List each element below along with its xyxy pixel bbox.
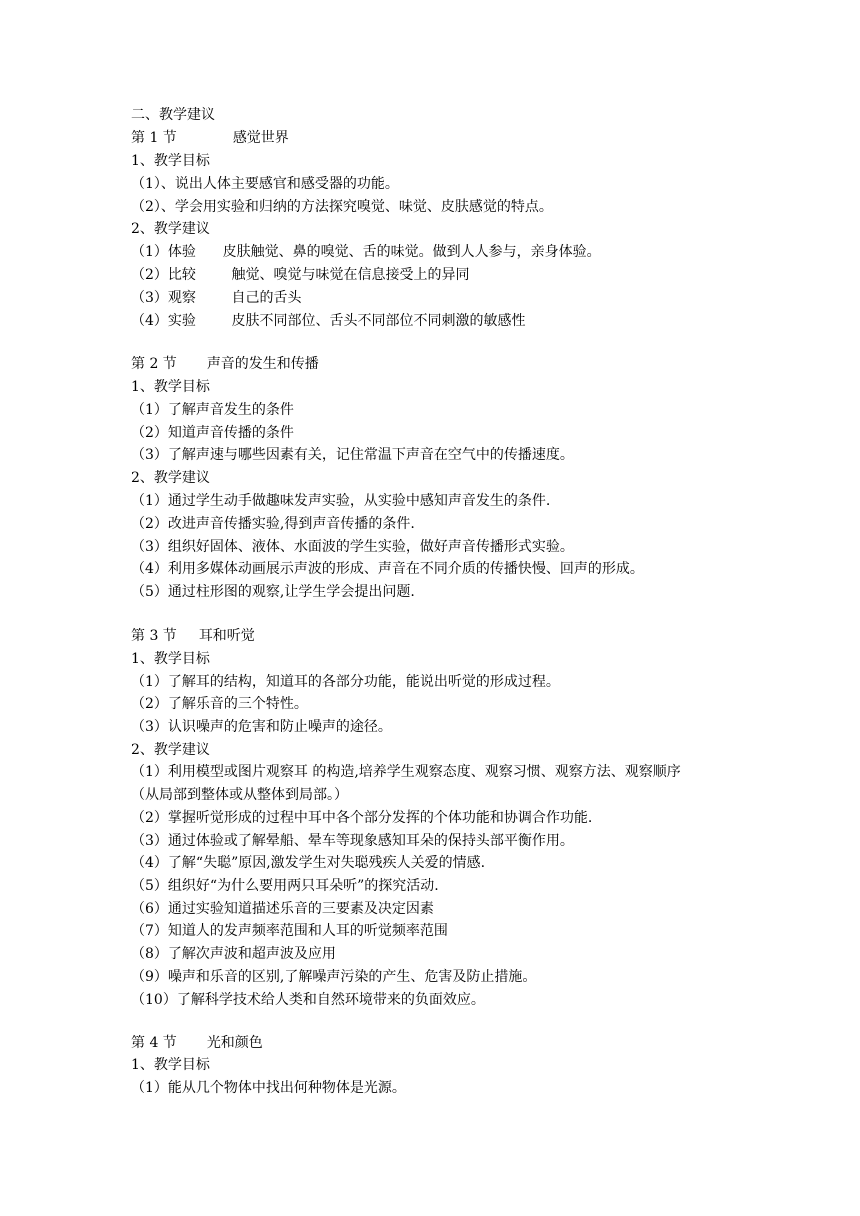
advice-item: （2）比较 触觉、嗅觉与味觉在信息接受上的异同 bbox=[131, 267, 470, 283]
section-name: 光和颜色 bbox=[206, 1035, 263, 1051]
advice-item: （5）组织好“为什么要用两只耳朵听”的探究活动. bbox=[131, 878, 439, 894]
section-number: 第 4 节 bbox=[131, 1035, 177, 1051]
goal-item: （1）了解声音发生的条件 bbox=[131, 402, 294, 418]
goals-label: 1、教学目标 bbox=[131, 153, 210, 169]
section-number: 第 2 节 bbox=[131, 356, 177, 372]
advice-item: （1）体验 皮肤触觉、鼻的嗅觉、舌的味觉。做到人人参与，亲身体验。 bbox=[131, 244, 601, 260]
advice-item: （10）了解科学技术给人类和自然环境带来的负面效应。 bbox=[131, 992, 485, 1008]
advice-item: （5）通过柱形图的观察,让学生学会提出问题. bbox=[131, 584, 415, 600]
goals-label: 1、教学目标 bbox=[131, 379, 210, 395]
advice-item: （3）观察 自己的舌头 bbox=[131, 290, 302, 306]
section-1-title bbox=[131, 128, 289, 148]
advice-item: （3）通过体验或了解晕船、晕车等现象感知耳朵的保持头部平衡作用。 bbox=[131, 833, 574, 849]
goal-item: （2）了解乐音的三个特性。 bbox=[131, 696, 308, 712]
advice-item: （从局部到整体或从整体到局部。） bbox=[131, 787, 348, 803]
section-name: 感觉世界 bbox=[232, 130, 289, 146]
goal-item: （1）、说出人体主要感官和感受器的功能。 bbox=[131, 176, 399, 192]
goals-label: 1、教学目标 bbox=[131, 1057, 210, 1073]
advice-item: （9）噪声和乐音的区别,了解噪声污染的产生、危害及防止措施。 bbox=[131, 969, 537, 985]
section-name: 耳和听觉 bbox=[198, 628, 255, 644]
section-name: 声音的发生和传播 bbox=[206, 356, 319, 372]
goal-item: （3）认识噪声的危害和防止噪声的途径。 bbox=[131, 719, 392, 735]
goal-item: （2）知道声音传播的条件 bbox=[131, 425, 294, 441]
goal-item: （1）了解耳的结构，知道耳的各部分功能，能说出听觉的形成过程。 bbox=[131, 674, 560, 690]
advice-item: （7）知道人的发声频率范围和人耳的听觉频率范围 bbox=[131, 923, 448, 939]
advice-item: （2）改进声音传播实验,得到声音传播的条件. bbox=[131, 516, 415, 532]
advice-label: 2、教学建议 bbox=[131, 221, 210, 237]
section-number: 第 3 节 bbox=[131, 628, 177, 644]
advice-item: （8）了解次声波和超声波及应用 bbox=[131, 946, 336, 962]
section-3-title bbox=[131, 626, 255, 646]
advice-item: （1）通过学生动手做趣味发声实验，从实验中感知声音发生的条件. bbox=[131, 493, 551, 509]
document-heading: 二、教学建议 bbox=[131, 107, 215, 123]
advice-item: （4）实验 皮肤不同部位、舌头不同部位不同刺激的敏感性 bbox=[131, 313, 526, 329]
advice-item: （1）利用模型或图片观察耳 的构造,培养学生观察态度、观察习惯、观察方法、观察顺序 bbox=[131, 764, 681, 780]
section-2-title bbox=[131, 354, 319, 374]
advice-item: （3）组织好固体、液体、水面波的学生实验，做好声音传播形式实验。 bbox=[131, 539, 574, 555]
goal-item: （3）了解声速与哪些因素有关，记住常温下声音在空气中的传播速度。 bbox=[131, 447, 574, 463]
goal-item: （2）、学会用实验和归纳的方法探究嗅觉、味觉、皮肤感觉的特点。 bbox=[131, 199, 553, 215]
advice-label: 2、教学建议 bbox=[131, 470, 210, 486]
advice-label: 2、教学建议 bbox=[131, 742, 210, 758]
advice-item: （4）了解“失聪”原因,激发学生对失聪残疾人关爱的情感. bbox=[131, 855, 486, 871]
section-number: 第 1 节 bbox=[131, 130, 177, 146]
advice-item: （4）利用多媒体动画展示声波的形成、声音在不同介质的传播快慢、回声的形成。 bbox=[131, 561, 644, 577]
advice-item: （2）掌握听觉形成的过程中耳中各个部分发挥的个体功能和协调合作功能. bbox=[131, 810, 593, 826]
goal-item: （1）能从几个物体中找出何种物体是光源。 bbox=[131, 1080, 406, 1096]
advice-item: （6）通过实验知道描述乐音的三要素及决定因素 bbox=[131, 901, 434, 917]
goals-label: 1、教学目标 bbox=[131, 651, 210, 667]
section-4-title bbox=[131, 1033, 263, 1053]
